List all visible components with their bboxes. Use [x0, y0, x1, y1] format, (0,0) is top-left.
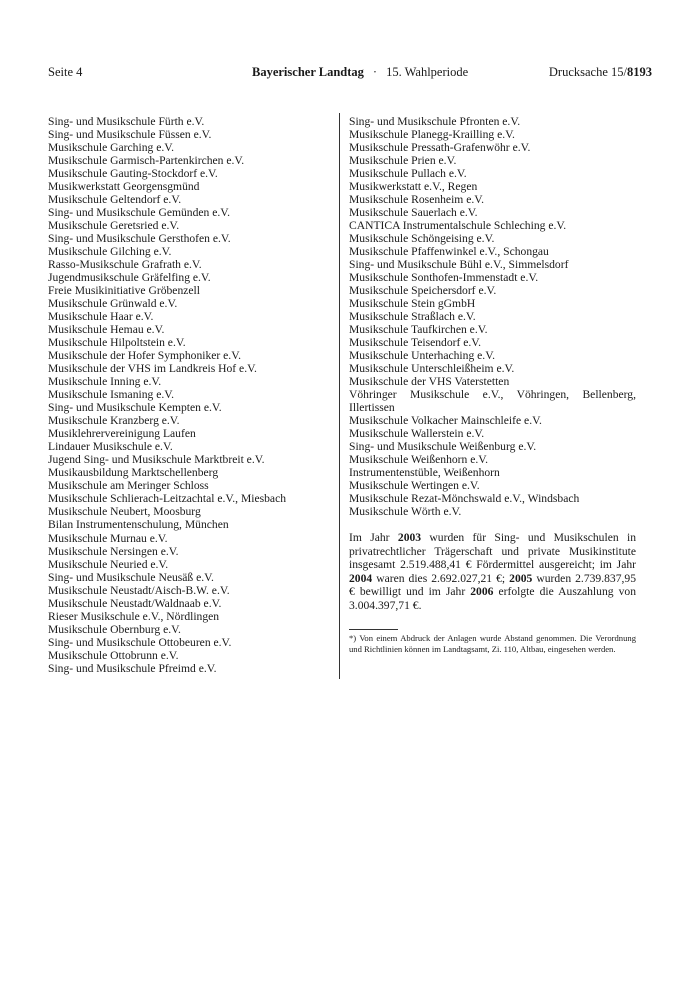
list-item: Musikschule Volkacher Mainschleife e.V. — [349, 414, 542, 428]
list-item: Musikschule Inning e.V. — [48, 375, 162, 389]
list-item: Sing- und Musikschule Ottobeuren e.V. — [48, 635, 232, 649]
year-2004: 2004 — [349, 571, 373, 585]
header-separator: · — [372, 65, 378, 79]
right-list — [349, 115, 636, 518]
list-item: Sing- und Musikschule Gersthofen e.V. — [48, 232, 231, 246]
list-item: Musikschule Neuried e.V. — [48, 557, 169, 571]
list-item: Musikschule Wallerstein e.V. — [349, 427, 485, 441]
right-column — [349, 115, 636, 655]
list-item: Musikschule Kranzberg e.V. — [48, 414, 180, 428]
list-item: Musikschule Straßlach e.V. — [349, 310, 476, 324]
column-divider — [339, 113, 340, 679]
list-item: Musikschule Prien e.V. — [349, 154, 457, 168]
parliament-name: Bayerischer Landtag — [252, 65, 364, 79]
list-item: Musikschule Neustadt/Waldnaab e.V. — [48, 596, 222, 610]
list-item: Musikschule Pullach e.V. — [349, 167, 467, 181]
list-item: Rasso-Musikschule Grafrath e.V. — [48, 258, 202, 272]
list-item: Sing- und Musikschule Kempten e.V. — [48, 401, 222, 415]
list-item: Musikschule Schlierach-Leitzachtal e.V., Miesbach — [48, 492, 287, 506]
list-item: Musikschule Neustadt/Aisch-B.W. e.V. — [48, 583, 230, 597]
list-item: Musikschule Obernburg e.V. — [48, 622, 181, 636]
list-item: Musikschule Weißenhorn e.V. — [349, 453, 489, 467]
list-item: Musikschule Wörth e.V. — [349, 505, 462, 519]
list-item: Musikschule Stein gGmbH — [349, 297, 476, 311]
document-number — [549, 64, 652, 80]
list-item: Musikschule Unterschleißheim e.V. — [349, 362, 515, 376]
list-item: Musikschule am Meringer Schloss — [48, 479, 209, 493]
list-item: Musikschule Hilpoltstein e.V. — [48, 336, 186, 350]
funding-text-3: waren dies 2.692.027,21 €; — [372, 571, 510, 585]
header-center — [252, 64, 468, 80]
list-item: Musikschule Ismaning e.V. — [48, 388, 175, 402]
list-item: Musikschule Hemau e.V. — [48, 323, 165, 337]
list-item: Lindauer Musikschule e.V. — [48, 440, 173, 454]
list-item: Freie Musikinitiative Gröbenzell — [48, 284, 200, 298]
list-item: Musikschule Wertingen e.V. — [349, 479, 480, 493]
document-id: 8193 — [627, 65, 652, 79]
list-item: Sing- und Musikschule Weißenburg e.V. — [349, 440, 537, 454]
list-item: Musikschule Schöngeising e.V. — [349, 232, 495, 246]
list-item: Musiklehrervereinigung Laufen — [48, 427, 196, 441]
list-item: Musikschule Grünwald e.V. — [48, 297, 178, 311]
list-item: Musikschule Teisendorf e.V. — [349, 336, 482, 350]
list-item: Musikausbildung Marktschellenberg — [48, 466, 219, 480]
footnote: *) Von einem Abdruck der Anlagen wurde Abstand genommen. Die Verordnung und Richtlinien können im Landtagsamt, Zi. 110, Altbau, eingesehen werden. — [349, 633, 636, 655]
list-item: Musikschule Nersingen e.V. — [48, 544, 179, 558]
list-item: Musikwerkstatt e.V., Regen — [349, 180, 478, 194]
page-number: Seite 4 — [48, 65, 83, 79]
list-item: Musikschule Planegg-Krailling e.V. — [349, 128, 515, 142]
list-item: Musikschule Haar e.V. — [48, 310, 154, 324]
list-item: Instrumentenstüble, Weißenhorn — [349, 466, 500, 480]
year-2005: 2005 — [509, 571, 533, 585]
list-item: Musikschule Unterhaching e.V. — [349, 349, 495, 363]
list-item: Musikschule der VHS im Landkreis Hof e.V. — [48, 362, 257, 376]
list-item: Musikschule der VHS Vaterstetten — [349, 375, 510, 389]
list-item: Musikschule Neubert, Moosburg — [48, 505, 201, 519]
document-prefix: Drucksache 15/ — [548, 65, 627, 79]
list-item: Musikschule Pressath-Grafenwöhr e.V. — [349, 141, 531, 155]
list-item: Bilan Instrumentenschulung, München — [48, 518, 229, 532]
list-item: Rieser Musikschule e.V., Nördlingen — [48, 609, 220, 623]
year-2003: 2003 — [397, 531, 422, 545]
list-item: Musikschule Taufkirchen e.V. — [349, 323, 488, 337]
list-item: Musikschule Ottobrunn e.V. — [48, 648, 179, 662]
year-2006: 2006 — [470, 585, 494, 599]
list-item: Musikschule Rosenheim e.V. — [349, 193, 485, 207]
list-item: Musikschule Gilching e.V. — [48, 245, 172, 259]
list-item: Musikschule Sauerlach e.V. — [349, 206, 478, 220]
page-header — [48, 64, 652, 80]
list-item: Musikschule Murnau e.V. — [48, 531, 168, 545]
funding-text-1: Im Jahr — [349, 531, 398, 545]
list-item: Musikschule Geltendorf e.V. — [48, 193, 182, 207]
list-item: Sing- und Musikschule Pfronten e.V. — [349, 115, 521, 128]
list-item: Musikschule Rezat-Mönchswald e.V., Windsbach — [349, 492, 580, 506]
list-item: Jugend Sing- und Musikschule Marktbreit e.V. — [48, 453, 265, 467]
list-item: Musikschule Pfaffenwinkel e.V., Schongau — [349, 245, 549, 259]
list-item: Musikschule der Hofer Symphoniker e.V. — [48, 349, 241, 363]
list-item: Musikwerkstatt Georgensgmünd — [48, 180, 200, 194]
list-item: Musikschule Sonthofen-Immenstadt e.V. — [349, 271, 539, 285]
list-item: Sing- und Musikschule Pfreimd e.V. — [48, 661, 217, 675]
list-item: Jugendmusikschule Gräfelfing e.V. — [48, 271, 211, 285]
funding-text-4: wurden 2.739.837,95 € bewilligt und im Jahr — [349, 571, 636, 599]
funding-paragraph — [349, 531, 636, 612]
left-column — [48, 115, 328, 675]
list-item: Musikschule Garching e.V. — [48, 141, 175, 155]
list-item: Musikschule Speichersdorf e.V. — [349, 284, 497, 298]
list-item: Musikschule Garmisch-Partenkirchen e.V. — [48, 154, 245, 168]
list-item: Sing- und Musikschule Fürth e.V. — [48, 115, 205, 128]
list-item: Sing- und Musikschule Neusäß e.V. — [48, 570, 214, 584]
legislative-period: 15. Wahlperiode — [386, 65, 469, 79]
list-item: Sing- und Musikschule Gemünden e.V. — [48, 206, 231, 220]
list-item: Sing- und Musikschule Bühl e.V., Simmelsdorf — [349, 258, 569, 272]
footnote-rule — [349, 629, 398, 630]
funding-text-2: wurden für Sing- und Musikschulen in privatrechtlicher Trägerschaft und private Musikinstitute insgesamt 2.519.488,41 € Fördermittel ausgereicht; im Jahr — [349, 531, 637, 572]
list-item: Musikschule Geretsried e.V. — [48, 219, 180, 233]
list-item: Sing- und Musikschule Füssen e.V. — [48, 128, 212, 142]
list-item: Vöhringer Musikschule e.V., Vöhringen, Bellenberg, Illertissen — [349, 388, 636, 415]
list-item: Musikschule Gauting-Stockdorf e.V. — [48, 167, 218, 181]
list-item: CANTICA Instrumentalschule Schleching e.V. — [349, 219, 567, 233]
funding-text-5: erfolgte die Auszahlung von 3.004.397,71 €. — [349, 585, 636, 612]
